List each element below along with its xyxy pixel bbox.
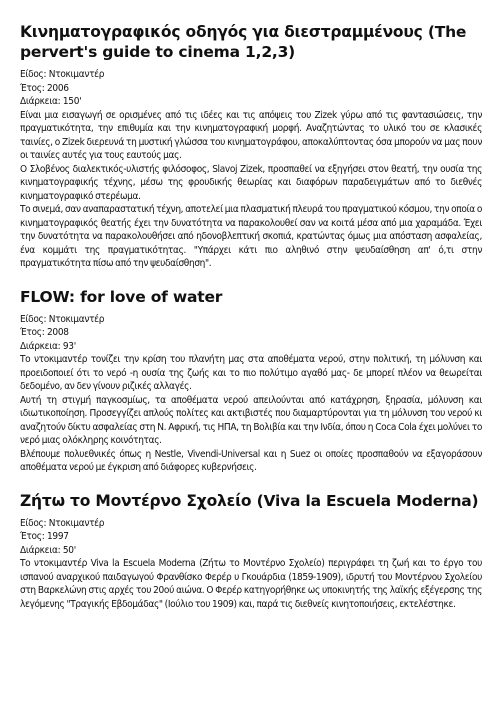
film-entry-flow — [20, 287, 482, 475]
film-entry-escuela-moderna — [20, 491, 482, 612]
film-duration: Διάρκεια: 50' — [20, 544, 76, 556]
film-paragraph: Αυτή τη στιγμή παγκοσμίως, τα αποθέματα νερού απειλούνται από κατάχρηση, ξηρασία, μόλυνση και ιδιωτικοποίηση. Προσεγγίζει απλούς πολίτες και ακτιβιστές που διαμαρτύρονται για τη μόλυνση του νερού κι αναζητούν δίκτυ ασφαλείας στη Ν. Αφρική, τις ΗΠΑ, τη Βολιβία και την Ινδία, όπου η Coca Cola έχει μολύνει το νερό μιας ολόκληρης κοινότητας. — [20, 394, 482, 446]
film-entry-pervert-guide — [20, 22, 482, 271]
film-year: Έτος: 2006 — [20, 82, 69, 94]
film-paragraph: Ο Σλοβένος διαλεκτικός-υλιστής φιλόσοφος, Slavoj Zizek, προσπαθεί να εξηγήσει στον θεατή, την ουσία της κινηματογραφικής τέχνης, μέσω της φρουδικής θεωρίας και διαφόρων παραδειγμάτων από το διεθνές κινηματογραφικό στερέωμα. — [20, 163, 482, 202]
document-page — [20, 22, 482, 611]
film-genre: Είδος: Ντοκιμαντέρ — [20, 517, 105, 529]
film-title: FLOW: for love of water — [20, 287, 223, 306]
film-genre: Είδος: Ντοκιμαντέρ — [20, 69, 105, 80]
film-paragraph: Είναι μια εισαγωγή σε ορισμένες από τις ιδέες και τις απόψεις του Zizek γύρω από τις φαντασιώσεις, την πραγματικότητα, την επιθυμία και την κινηματογραφική μορφή. Αναζητώντας το υλικό του σε κλασικές ταινίες, ο Zizek διερευνά τη μυστική γλώσσα του κινηματογράφου, αποκαλύπτοντας όσα μπορούν να μας πουν οι ταινίες αυτές για τους εαυτούς μας. — [20, 109, 482, 161]
film-title: Ζήτω το Μοντέρνο Σχολείο (Viva la Escuela Moderna) — [20, 491, 479, 510]
film-genre: Είδος: Ντοκιμαντέρ — [20, 313, 105, 325]
film-year: Έτος: 2008 — [20, 327, 69, 338]
film-title: Κινηματογραφικός οδηγός για διεστραμμένους (The pervert's guide to cinema 1,2,3) — [20, 23, 467, 61]
film-duration: Διάρκεια: 93' — [20, 340, 76, 352]
film-paragraph: Το ντοκιμαντέρ τονίζει την κρίση του πλανήτη μας στα αποθέματα νερού, στην πολιτική, τη μόλυνση και προειδοποιεί ότι το νερό -η ουσία της ζωής και το πιο πολύτιμο αγαθό μας- δε μπορεί πλέον να θεωρείται δεδομένο, αν δεν γίνουν ριζικές αλλαγές. — [20, 354, 482, 392]
film-paragraph: Το σινεμά, σαν αναπαραστατική τέχνη, αποτελεί μια πλασματική πλευρά του πραγματικού κόσμου, την οποία ο κινηματογραφικός θεατής έχει την δυνατότητα να παρακολουθεί σαν να κοιτά μέσα από μια χαραμάδα. Έχει την δυνατότητα να παρακολουθήσει από ηδονοβλεπτική σκοπιά, κρατώντας όμως μια απόσταση ασφαλείας, ένα κομμάτι της πραγματικότητας. "Υπάρχει κάτι πιο αληθινό στην ψευδαίσθηση απ' ό,τι στην πραγματικότητα πίσω από την ψευδαίσθηση". — [20, 204, 482, 269]
film-paragraph: Το ντοκιμαντέρ Viva la Escuela Moderna (Ζήτω το Μοντέρνο Σχολείο) περιγράφει τη ζωή και το έργο του ισπανού αναρχικού παιδαγωγού Φρανθίσκο Φερέρ υ Γκουάρδια (1859-1909), ιδρυτή του Μοντέρνου Σχολείου στη Βαρκελώνη στις αρχές του 20ού αιώνα. Ο Φερέρ κατηγορήθηκε ως υποκινητής της λαϊκής εξέγερσης της λεγόμενης "Τραγικής Εβδομάδας" (Ιούλιο του 1909) και, παρά τις διεθνείς κινητοποιήσεις, εκτελέστηκε. — [20, 558, 482, 610]
film-duration: Διάρκεια: 150' — [20, 96, 82, 107]
film-year: Έτος: 1997 — [20, 531, 69, 542]
film-paragraph: Βλέπουμε πολυεθνικές όπως η Nestle, Vivendi-Universal και η Suez οι οποίες προσπαθούν να εξαγοράσουν αποθέματα νερού με έγκριση από διάφορες κυβερνήσεις. — [20, 448, 482, 473]
